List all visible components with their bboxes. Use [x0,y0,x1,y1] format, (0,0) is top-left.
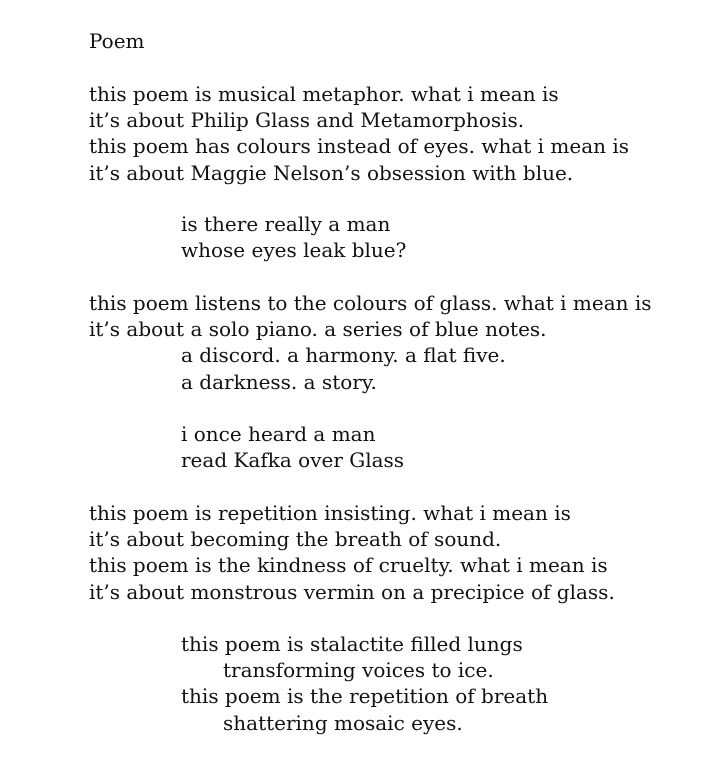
stanza-line: transforming voices to ice. [223,658,494,683]
stanza-5 [89,500,615,605]
stanza-line: i once heard a man [181,422,376,446]
stanza-line: this poem has colours instead of eyes. what i mean is [89,134,630,159]
stanza-line: this poem is the kindness of cruelty. what i mean is [89,553,608,578]
stanza-line: read Kafka over Glass [181,448,405,473]
stanza-line: a discord. a harmony. a flat five. [181,343,506,368]
stanza-line: shattering mosaic eyes. [223,710,463,735]
stanza-line: it’s about monstrous vermin on a precipice of glass. [89,579,615,604]
stanza-line: this poem is the repetition of breath [181,684,549,709]
poem-title: Poem [89,29,145,53]
stanza-line: a darkness. a story. [181,369,377,394]
stanza-1 [89,81,629,186]
stanza-line: this poem is repetition insisting. what i mean is [89,501,571,525]
stanza-line: it’s about Maggie Nelson’s obsession with blue. [89,160,574,185]
stanza-line: whose eyes leak blue? [181,238,407,263]
stanza-line: this poem is stalactite filled lungs [181,632,523,656]
stanza-2 [89,211,406,263]
stanza-line: is there really a man [181,212,391,236]
stanza-4 [89,421,404,473]
stanza-3 [89,290,652,395]
stanza-line: it’s about Philip Glass and Metamorphosis. [89,108,525,133]
stanza-line: it’s about becoming the breath of sound. [89,527,502,552]
stanza-6 [89,631,548,736]
stanza-line: this poem listens to the colours of glass. what i mean is [89,291,652,315]
stanza-line: it’s about a solo piano. a series of blue notes. [89,317,547,342]
stanza-line: this poem is musical metaphor. what i mean is [89,82,559,106]
